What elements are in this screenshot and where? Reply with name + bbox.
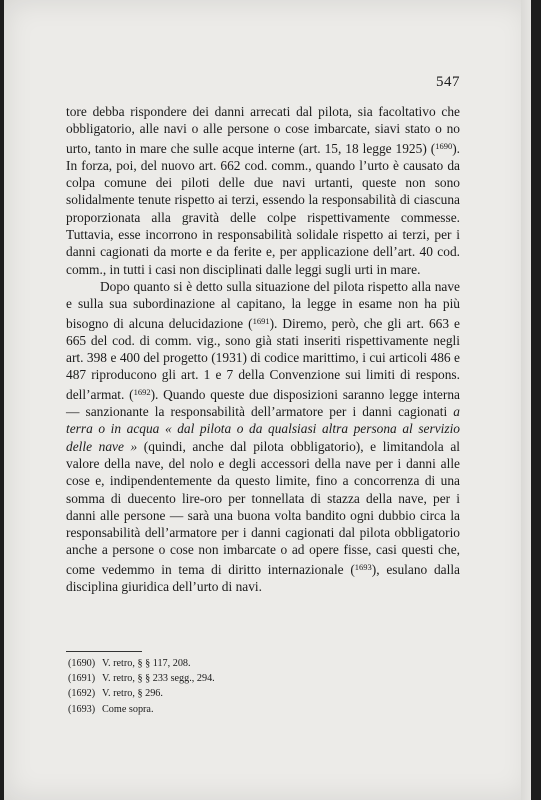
footnote-text: V. retro, § 296.: [102, 688, 163, 700]
italic-text: a terra o in acqua « dal pilota o da qualsiasi altra persona al servizio delle nave »: [66, 404, 460, 454]
text-segment: (quindi, anche dal pilota obbligatorio), e limitandola al valore della nave, del nolo e degli accessori della nave per i danni alle cose e, indipendentemente da questo limite, fino a concorrenza di una somma di duecento lire-oro per tonnellata di stazza della nave, per i danni alle persone — sarà una buona volta bandito ogni dubbio circa la responsabilità dell’armatore per i danni cagionati dal pilota obbligatorio anche a persone o cose non imbarcate o ad opere fisse, casi questi che, come vedemmo in tema di diritto internazionale (: [66, 438, 460, 577]
text-segment: ), esulano dalla disciplina giuridica dell’urto di navi.: [66, 561, 460, 595]
footnote-number: (1693): [68, 703, 96, 715]
footnote: [68, 702, 215, 717]
footnote: [68, 671, 215, 686]
book-page: [4, 0, 531, 800]
paragraph: [66, 103, 460, 278]
footnote-reference: 1692: [133, 386, 151, 397]
page-edge-shadow: [521, 0, 531, 800]
text-segment: ). In forza, poi, del nuovo art. 662 cod. comm., quando l’urto è causato da colpa comune dei piloti delle due navi urtanti, queste non sono solidalmente tenute rispetto ai terzi, essendo la responsabilità di ciascuna proporzionata alla gravità delle colpe rispettivamente commesse. Tuttavia, esse incorrono in responsabilità solidale rispetto ai terzi, per i danni cagionati da morte e da ferite e, per applicazione dell’art. 40 cod. comm., in tutti i casi non disciplinati dalle leggi sugli urti in mare.: [66, 140, 460, 277]
footnote-number: (1692): [68, 688, 96, 700]
footnote-number: (1690): [68, 658, 96, 669]
body-text: [66, 103, 460, 595]
footnote-text: Come sopra.: [102, 703, 154, 715]
footnote: [68, 656, 215, 671]
text-segment: ). Quando queste due disposizioni saranno legge interna — sanzionante la responsabilità dell’armatore per i danni cagionati: [66, 386, 460, 420]
footnote-divider: [66, 651, 142, 652]
footnote-reference: 1693: [354, 561, 372, 572]
footnote-reference: 1690: [435, 140, 453, 151]
text-segment: Dopo quanto si è detto sulla situazione del pilota rispetto alla nave e sulla sua subordinazione al capitano, la legge in esame non ha più bisogno di alcuna delucidazione (: [66, 278, 460, 331]
footnote: [68, 686, 215, 701]
text-segment: ). Diremo, però, che gli art. 663 e 665 del cod. di comm. vig., sono già stati inseriti rispettivamente negli art. 398 e 400 del progetto (1931) di codice marittimo, i cui articoli 486 e 487 riproducono gli art. 1 e 7 della Convenzione sui limiti di respons. dell’armat. (: [66, 315, 460, 402]
footnote-number: (1691): [68, 673, 96, 685]
text-segment: tore debba rispondere dei danni arrecati dal pilota, sia facoltativo che obbligatorio, alle navi o alle persone o cose imbarcate, siavi stato o no urto, tanto in mare che sulle acque interne (art. 15, 18 legge 1925) (: [66, 104, 460, 156]
paragraph: [66, 278, 460, 595]
footnote-reference: 1691: [252, 315, 270, 326]
footnote-text: V. retro, § § 233 segg., 294.: [102, 673, 215, 685]
footnote-text: V. retro, § § 117, 208.: [102, 658, 191, 669]
footnotes: [68, 656, 215, 717]
page-number: 547: [436, 74, 460, 90]
